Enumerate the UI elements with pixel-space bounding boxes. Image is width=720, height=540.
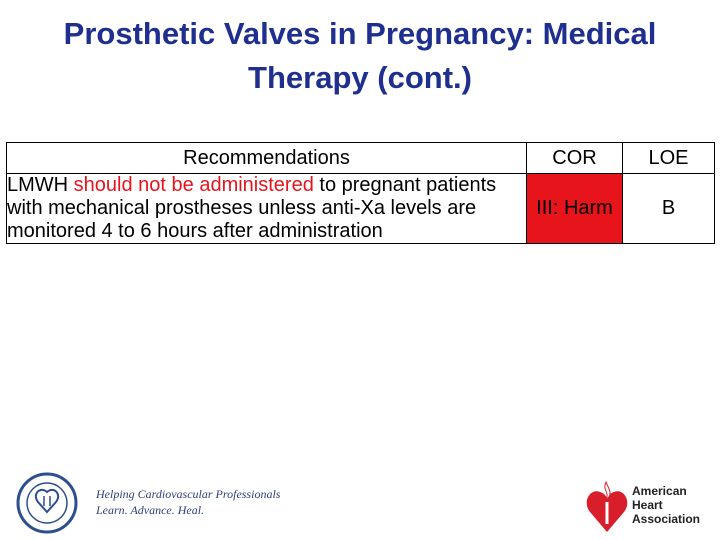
title-line-2: Therapy (cont.) (248, 60, 472, 95)
aha-line-2: Heart (632, 498, 663, 512)
aha-line-1: American (632, 484, 687, 498)
recommendation-part-2: to pregnant patients with mechanical prostheses unless anti-Xa levels are monitored 4 to 6 hours after administration (7, 174, 497, 242)
header-recommendations: Recommendations (7, 143, 527, 174)
acc-tagline-line-2: Learn. Advance. Heal. (96, 503, 205, 517)
recommendation-table (6, 142, 715, 244)
cor-value: III: Harm (527, 174, 623, 244)
recommendation-part-1: LMWH (7, 174, 74, 196)
acc-tagline-line-1: Helping Cardiovascular Professionals (96, 487, 281, 501)
table-row (7, 174, 715, 244)
aha-heart-torch-logo (584, 478, 630, 536)
loe-value: B (623, 174, 715, 244)
recommendation-text (7, 174, 527, 244)
aha-wordmark (632, 484, 700, 526)
title-line-1: Prosthetic Valves in Pregnancy: Medical (63, 16, 657, 51)
table-header-row (7, 143, 715, 174)
header-cor: COR (527, 143, 623, 174)
header-loe: LOE (623, 143, 715, 174)
slide-title (0, 12, 720, 100)
aha-line-3: Association (632, 512, 701, 526)
acc-tagline (96, 486, 280, 518)
acc-seal-logo (16, 472, 78, 534)
recommendation-highlight: should not be administered (73, 174, 314, 196)
